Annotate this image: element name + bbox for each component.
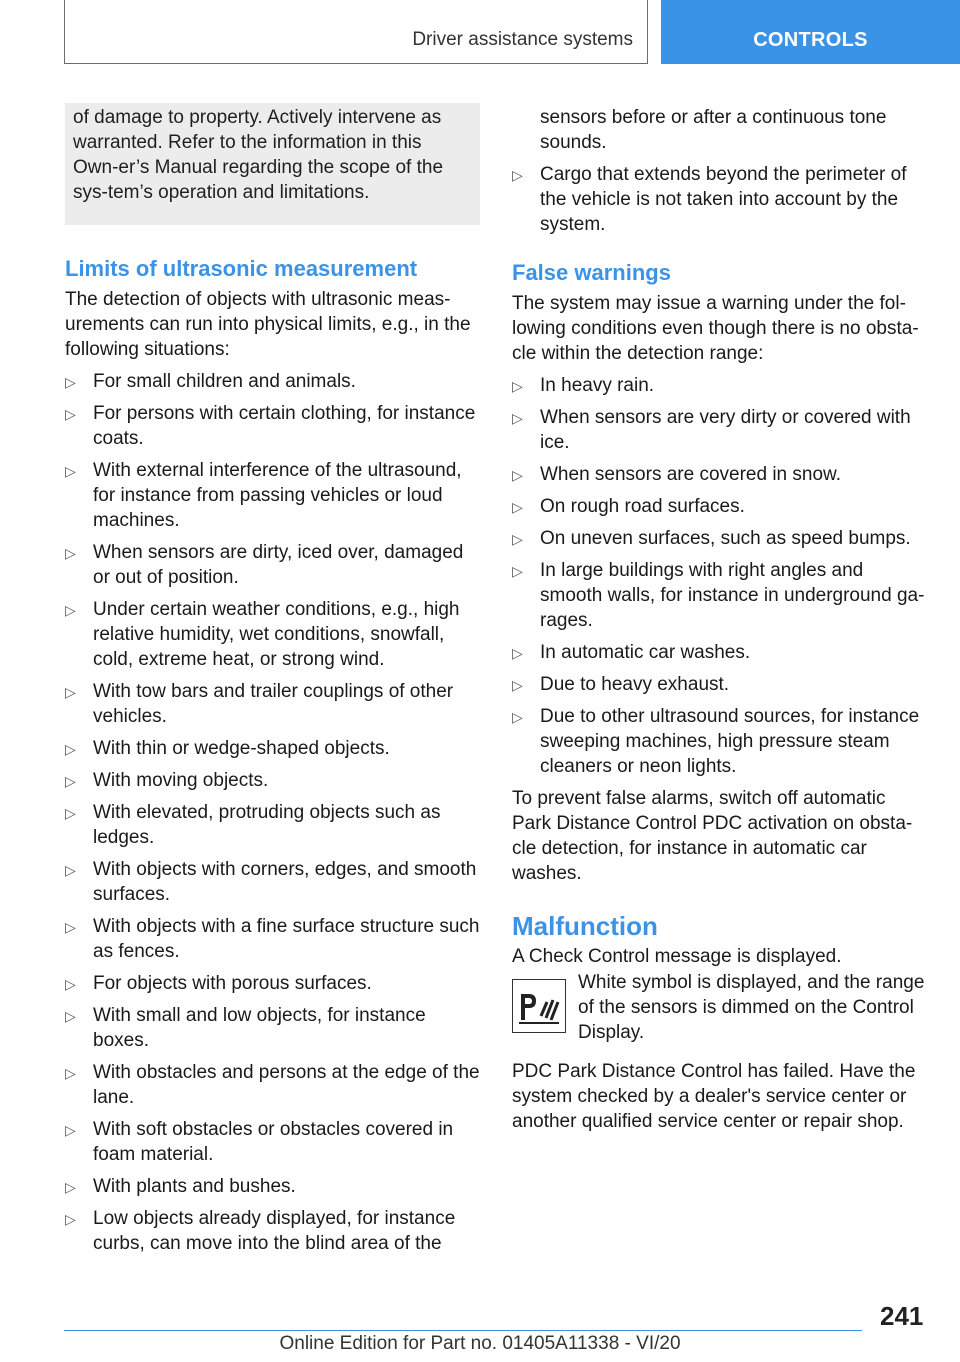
list-item: ▷ In large buildings with right angles and smooth walls, for instance in underground ga-rages. — [512, 560, 925, 631]
header-section-box — [64, 0, 648, 64]
list-item: ▷ When sensors are covered in snow. — [512, 462, 927, 487]
limits-list — [65, 369, 480, 1256]
list-item: ▷ When sensors are dirty, iced over, damaged or out of position. — [65, 542, 464, 588]
bullet-triangle-icon: ▷ — [65, 741, 76, 757]
symbol-description: White symbol is displayed, and the range of the sensors is dimmed on the Control Display. — [578, 972, 925, 1043]
bullet-triangle-icon: ▷ — [65, 1122, 76, 1138]
list-item: ▷ Cargo that extends beyond the perimeter of the vehicle is not taken into account by the system. — [512, 164, 907, 235]
bullet-triangle-icon: ▷ — [65, 919, 76, 935]
symbol-row — [512, 972, 927, 1045]
list-item: ▷ With obstacles and persons at the edge of the lane. — [65, 1062, 480, 1108]
list-item: ▷ Under certain weather conditions, e.g., high relative humidity, wet conditions, snowfall, cold, extreme heat, or strong wind. — [65, 599, 460, 670]
bullet-triangle-icon: ▷ — [65, 862, 76, 878]
bullet-triangle-icon: ▷ — [512, 677, 523, 693]
cargo-list — [512, 162, 927, 237]
list-item: ▷ In heavy rain. — [512, 373, 927, 398]
prevent-false-alarms-text: To prevent false alarms, switch off automatic Park Distance Control PDC activation on obsta-cle detection, for instance in automatic car washes. — [512, 788, 913, 884]
list-item: ▷ With soft obstacles or obstacles covered in foam material. — [65, 1119, 454, 1165]
bullet-triangle-icon: ▷ — [65, 773, 76, 789]
footer-divider — [64, 1330, 862, 1331]
bullet-triangle-icon: ▷ — [65, 684, 76, 700]
list-item: ▷ With thin or wedge-shaped objects. — [65, 736, 480, 761]
list-item: ▷ With objects with corners, edges, and smooth surfaces. — [65, 859, 477, 905]
limits-intro: The detection of objects with ultrasonic meas-urements can run into physical limits, e.g., in the following situations: — [65, 289, 471, 360]
list-item: ▷ For objects with porous surfaces. — [65, 971, 480, 996]
bullet-triangle-icon: ▷ — [512, 410, 523, 426]
list-item-continuation: sensors before or after a continuous tone sounds. — [540, 107, 887, 153]
bullet-triangle-icon: ▷ — [65, 1008, 76, 1024]
bullet-triangle-icon: ▷ — [65, 1179, 76, 1195]
list-item: ▷ When sensors are very dirty or covered with ice. — [512, 407, 911, 453]
list-item: ▷ Due to heavy exhaust. — [512, 672, 927, 697]
header-chapter-label: CONTROLS — [753, 29, 868, 51]
list-item: ▷ For small children and animals. — [65, 369, 480, 394]
bullet-triangle-icon: ▷ — [512, 531, 523, 547]
bullet-triangle-icon: ▷ — [65, 805, 76, 821]
bullet-triangle-icon: ▷ — [512, 499, 523, 515]
list-item: ▷ With plants and bushes. — [65, 1174, 480, 1199]
list-item: ▷ With external interference of the ultrasound, for instance from passing vehicles or loud machines. — [65, 460, 462, 531]
bullet-triangle-icon: ▷ — [65, 406, 76, 422]
list-item: ▷ Due to other ultrasound sources, for instance sweeping machines, high pressure steam cleaners or neon lights. — [512, 706, 920, 777]
section-heading-limits: Limits of ultrasonic measurement — [65, 256, 418, 281]
section-heading-false-warnings: False warnings — [512, 260, 671, 285]
left-column — [65, 103, 480, 1263]
bullet-triangle-icon: ▷ — [65, 374, 76, 390]
page-number: 241 — [880, 1301, 924, 1331]
header-chapter-tab[interactable] — [661, 0, 960, 64]
right-column — [512, 103, 927, 1134]
bullet-triangle-icon: ▷ — [65, 463, 76, 479]
bullet-triangle-icon: ▷ — [512, 167, 523, 183]
bullet-triangle-icon: ▷ — [512, 467, 523, 483]
bullet-triangle-icon: ▷ — [512, 709, 523, 725]
malfunction-intro: A Check Control message is displayed. — [512, 946, 842, 967]
header-section-title: Driver assistance systems — [412, 29, 633, 50]
list-item: ▷ With moving objects. — [65, 768, 480, 793]
section-heading-malfunction: Malfunction — [512, 911, 658, 941]
warning-note-text: of damage to property. Actively intervene as warranted. Refer to the information in this Own-er’s Manual regarding the scope of the sys-tem’s operation and limitations. — [73, 107, 444, 203]
bullet-triangle-icon: ▷ — [65, 1211, 76, 1227]
list-item: ▷ With elevated, protruding objects such as ledges. — [65, 802, 441, 848]
list-item: ▷ With tow bars and trailer couplings of other vehicles. — [65, 681, 454, 727]
false-warnings-intro: The system may issue a warning under the fol-lowing conditions even though there is no obsta-cle within the detection range: — [512, 293, 919, 364]
bullet-triangle-icon: ▷ — [512, 645, 523, 661]
warning-note-continuation — [65, 103, 480, 225]
false-warnings-list — [512, 373, 927, 779]
list-item: ▷ On uneven surfaces, such as speed bumps. — [512, 526, 927, 551]
list-item: ▷ In automatic car washes. — [512, 640, 927, 665]
page-header — [0, 0, 960, 66]
list-item: ▷ With small and low objects, for instance boxes. — [65, 1005, 426, 1051]
footer-edition: Online Edition for Part no. 01405A11338 - VI/20 — [279, 1333, 681, 1354]
bullet-triangle-icon: ▷ — [512, 563, 523, 579]
malfunction-text: PDC Park Distance Control has failed. Have the system checked by a dealer's service center or another qualified service center or repair shop. — [512, 1061, 916, 1132]
bullet-triangle-icon: ▷ — [65, 976, 76, 992]
bullet-triangle-icon: ▷ — [512, 378, 523, 394]
bullet-triangle-icon: ▷ — [65, 545, 76, 561]
bullet-triangle-icon: ▷ — [65, 602, 76, 618]
list-item: ▷ For persons with certain clothing, for instance coats. — [65, 403, 476, 449]
list-item: ▷ With objects with a fine surface structure such as fences. — [65, 916, 480, 962]
list-item: ▷ Low objects already displayed, for instance curbs, can move into the blind area of the — [65, 1208, 456, 1254]
list-item: ▷ On rough road surfaces. — [512, 494, 927, 519]
pdc-warning-symbol-icon — [512, 979, 566, 1033]
bullet-triangle-icon: ▷ — [65, 1065, 76, 1081]
